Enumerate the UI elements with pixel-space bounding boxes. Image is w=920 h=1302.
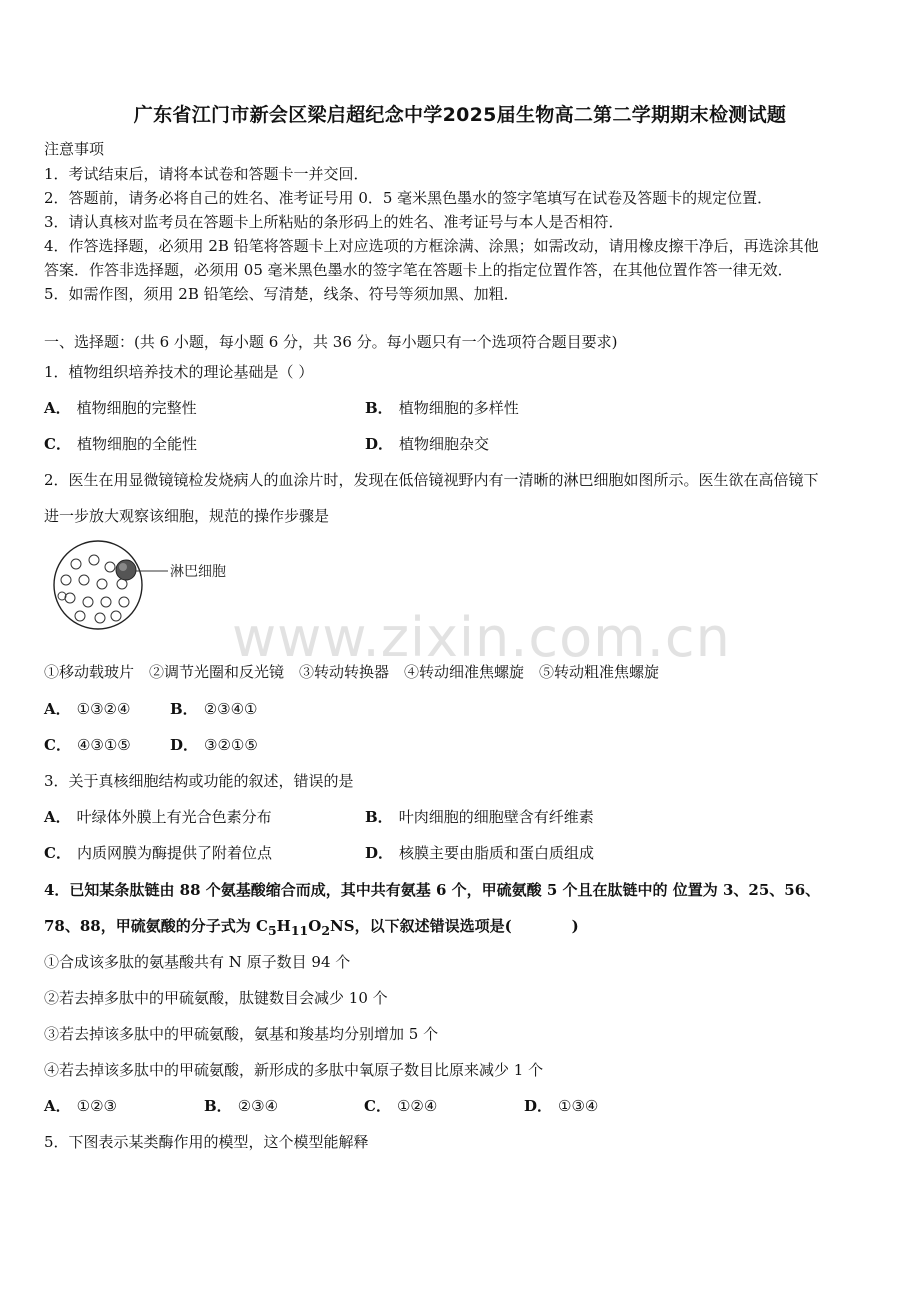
formula-o-sub: 2 <box>321 923 331 938</box>
microscope-field-figure <box>50 540 260 640</box>
section-heading: 一、选择题：(共 6 小题，每小题 6 分，共 36 分。每小题只有一个选项符合题目要求) <box>44 333 618 351</box>
q1-stem: 1．植物组织培养技术的理论基础是（ ） <box>44 363 314 381</box>
q2-steps: ①移动载玻片 ②调节光圈和反光镜 ③转动转换器 ④转动细准焦螺旋 ⑤转动粗准焦螺旋 <box>44 663 660 681</box>
option-text: ②③④① <box>203 700 258 718</box>
notice-item-4-cont: 答案．作答非选择题，必须用 05 毫米黑色墨水的签字笔在答题卡上的指定位置作答，在其他位置作答一律无效． <box>44 261 793 279</box>
q4-option-b <box>204 1096 278 1116</box>
page-title: 广东省江门市新会区梁启超纪念中学2025届生物高二第二学期期末检测试题 <box>133 104 787 126</box>
q4-statement-2: ②若去掉多肽中的甲硫氨酸，肽键数目会减少 10 个 <box>44 989 388 1007</box>
q4-option-a <box>44 1096 117 1116</box>
option-text: 叶绿体外膜上有光合色素分布 <box>76 808 272 826</box>
formula-c: C <box>255 917 268 935</box>
q5-stem: 5．下图表示某类酶作用的模型，这个模型能解释 <box>44 1133 369 1151</box>
option-text: 植物细胞的多样性 <box>398 399 519 417</box>
q4-statement-4: ④若去掉该多肽中的甲硫氨酸，新形成的多肽中氧原子数目比原来减少 1 个 <box>44 1061 544 1079</box>
option-key: A． <box>44 808 71 826</box>
option-key: D． <box>170 736 199 754</box>
q3-stem: 3．关于真核细胞结构或功能的叙述，错误的是 <box>44 772 354 790</box>
q3-option-d <box>365 843 594 863</box>
q2-stem-line-2: 进一步放大观察该细胞，规范的操作步骤是 <box>44 507 330 525</box>
q4-stem-post: ，以下叙述错误选项是( ) <box>354 917 579 935</box>
option-key: D． <box>365 844 394 862</box>
q2-option-b <box>170 699 257 719</box>
option-key: B． <box>204 1097 232 1115</box>
option-text: ③②①⑤ <box>204 736 258 754</box>
option-key: C． <box>44 736 71 754</box>
q3-option-b <box>365 807 594 827</box>
option-text: 植物细胞杂交 <box>399 435 490 453</box>
notice-heading: 注意事项 <box>44 140 105 158</box>
q2-option-c <box>44 735 131 755</box>
notice-item-2: 2．答题前，请务必将自己的姓名、准考证号用 0．5 毫米黑色墨水的签字笔填写在试卷及答题卡的规定位置． <box>44 189 773 207</box>
option-key: D． <box>524 1097 553 1115</box>
option-text: ①②③ <box>76 1097 117 1115</box>
lymphocyte-label: 淋巴细胞 <box>170 564 226 580</box>
option-text: 叶肉细胞的细胞壁含有纤维素 <box>398 808 594 826</box>
option-key: B． <box>365 808 393 826</box>
q4-stem-line-2 <box>44 916 579 941</box>
formula-rest: NS <box>330 917 355 935</box>
q1-option-d <box>365 434 489 454</box>
option-key: A． <box>44 1097 71 1115</box>
formula-o: O <box>308 917 322 935</box>
option-text: 植物细胞的全能性 <box>76 435 197 453</box>
option-text: 植物细胞的完整性 <box>76 399 197 417</box>
q2-stem-line-1: 2．医生在用显微镜镜检发烧病人的血涂片时，发现在低倍镜视野内有一清晰的淋巴细胞如图所示。医生欲在高倍镜下 <box>44 471 819 489</box>
option-key: C． <box>44 844 71 862</box>
option-text: ②③④ <box>237 1097 279 1115</box>
option-key: D． <box>365 435 394 453</box>
option-text: ①②④ <box>396 1097 438 1115</box>
q4-statement-1: ①合成该多肽的氨基酸共有 N 原子数目 94 个 <box>44 953 351 971</box>
formula <box>255 917 355 938</box>
notice-item-1: 1．考试结束后，请将本试卷和答题卡一并交回． <box>44 165 369 183</box>
q1-option-a <box>44 398 197 418</box>
option-text: ①③②④ <box>76 700 131 718</box>
option-text: ④③①⑤ <box>76 736 131 754</box>
q4-statement-3: ③若去掉该多肽中的甲硫氨酸，氨基和羧基均分别增加 5 个 <box>44 1025 439 1043</box>
watermark: www.zixin.com.cn <box>232 606 731 669</box>
q3-option-c <box>44 843 272 863</box>
q4-option-c <box>364 1096 437 1116</box>
option-text: ①③④ <box>558 1097 599 1115</box>
option-key: B． <box>365 399 393 417</box>
option-text: 核膜主要由脂质和蛋白质组成 <box>399 844 595 862</box>
q2-option-a <box>44 699 130 719</box>
formula-h: H <box>276 917 291 935</box>
q4-option-d <box>524 1096 598 1116</box>
q4-stem-pre: 78、88，甲硫氨酸的分子式为 <box>44 917 256 935</box>
q1-option-b <box>365 398 519 418</box>
option-key: A． <box>44 700 71 718</box>
notice-item-5: 5．如需作图，须用 2B 铅笔绘、写清楚，线条、符号等须加黑、加粗． <box>44 285 519 303</box>
option-key: C． <box>44 435 71 453</box>
notice-item-3: 3．请认真核对监考员在答题卡上所粘贴的条形码上的姓名、准考证号与本人是否相符． <box>44 213 624 231</box>
formula-c-sub: 5 <box>267 923 277 938</box>
lymphocyte <box>116 560 136 580</box>
q1-option-c <box>44 434 197 454</box>
notice-item-4: 4．作答选择题，必须用 2B 铅笔将答题卡上对应选项的方框涂满、涂黑；如需改动，请用橡皮擦干净后，再选涂其他 <box>44 237 819 255</box>
q3-option-a <box>44 807 272 827</box>
option-key: C． <box>364 1097 391 1115</box>
q4-stem-line-1: 4．已知某条肽链由 88 个氨基酸缩合而成，其中共有氨基 6 个，甲硫氨酸 5 个且在肽链中的 位置为 3、25、56、 <box>44 881 821 899</box>
q2-option-d <box>170 735 258 755</box>
option-key: B． <box>170 700 198 718</box>
formula-h-sub: 11 <box>290 923 309 938</box>
option-key: A． <box>44 399 71 417</box>
option-text: 内质网膜为酶提供了附着位点 <box>76 844 272 862</box>
